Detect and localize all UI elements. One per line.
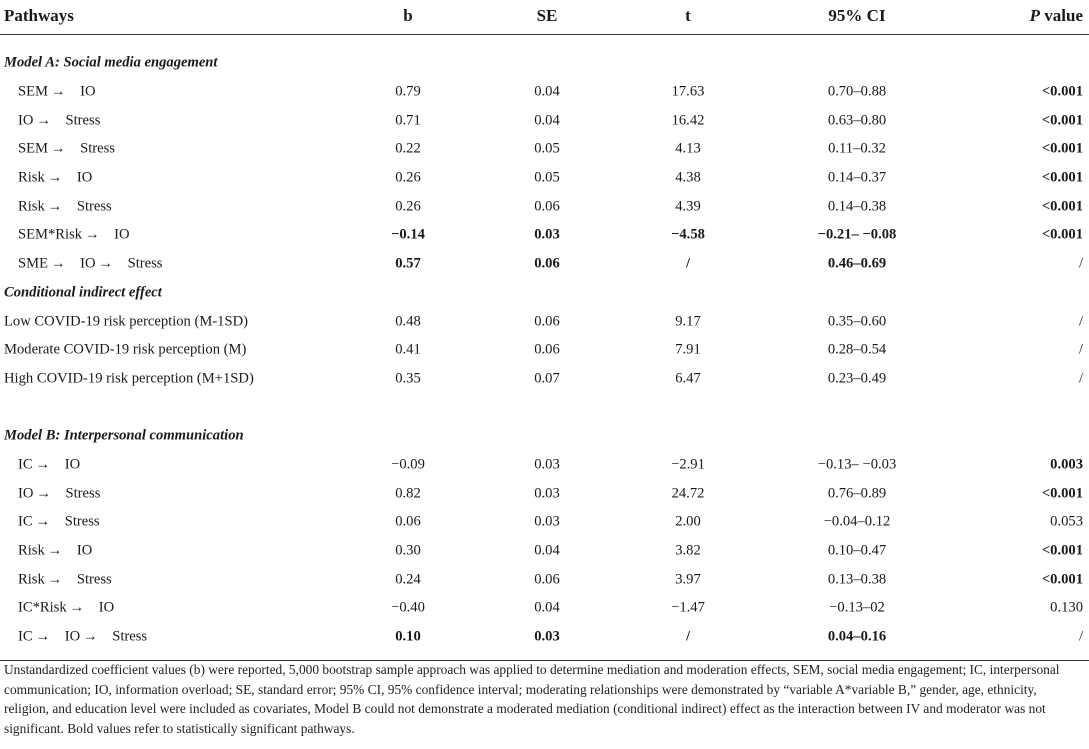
p-value-cell: <0.001 [1041,571,1083,588]
ci-cell: 0.35–0.60 [827,313,887,330]
b-cell: 0.06 [395,513,421,530]
model-a-title: Model A: Social media engagement [4,54,218,71]
se-cell: 0.03 [534,485,560,502]
b-cell: 0.10 [395,628,421,645]
pathway-cell: IC*Risk → IO [18,599,115,616]
model-a-rows [0,78,1089,279]
se-cell: 0.06 [534,313,560,330]
ci-cell: 0.14–0.37 [827,169,887,186]
se-cell: 0.03 [534,628,560,645]
t-cell: 7.91 [675,341,701,358]
table-row [0,594,1089,623]
ci-cell: −0.13–02 [829,599,885,616]
pathway-cell: Risk → Stress [18,198,112,215]
ci-cell: 0.14–0.38 [827,198,887,215]
table-row [0,78,1089,107]
b-cell: −0.09 [391,456,425,473]
header-p-letter: P [1029,6,1041,25]
header-pathways: Pathways [4,6,74,25]
se-cell: 0.06 [534,255,560,272]
ci-cell: 0.76–0.89 [827,485,887,502]
se-cell: 0.05 [534,140,560,157]
table-row [0,135,1089,164]
ci-cell: 0.13–0.38 [827,571,887,588]
pathway-cell: IO → Stress [18,485,101,502]
table-row [0,106,1089,135]
ci-cell: 0.46–0.69 [827,255,887,272]
header-se: SE [536,6,558,25]
b-cell: 0.30 [395,542,421,559]
p-value-cell: <0.001 [1041,485,1083,502]
ci-cell: 0.10–0.47 [827,542,887,559]
table-header [0,0,1089,35]
pathway-cell: SEM → Stress [18,140,115,157]
se-cell: 0.03 [534,226,560,243]
t-cell: 9.17 [675,313,701,330]
p-value-cell: / [1078,255,1083,272]
t-cell: 17.63 [671,83,705,100]
model-b-title-row [0,422,1089,451]
t-cell: 4.39 [675,198,701,215]
p-value-cell: <0.001 [1041,112,1083,129]
p-value-cell: / [1078,313,1083,330]
table-row [0,365,1089,394]
ci-cell: 0.70–0.88 [827,83,887,100]
table-row [0,250,1089,279]
pathway-cell: SEM → IO [18,83,96,100]
spacer [0,35,1089,49]
se-cell: 0.06 [534,571,560,588]
t-cell: 24.72 [671,485,705,502]
conditional-title: Conditional indirect effect [4,284,162,301]
table-row [0,307,1089,336]
se-cell: 0.04 [534,83,560,100]
se-cell: 0.04 [534,112,560,129]
pathway-cell: IC → IO → Stress [18,628,148,645]
t-cell: / [685,628,691,645]
b-cell: 0.24 [395,571,421,588]
conditional-rows [0,307,1089,393]
conditional-title-row [0,279,1089,308]
t-cell: −2.91 [671,456,705,473]
t-cell: −1.47 [671,599,705,616]
b-cell: 0.22 [395,140,421,157]
ci-cell: 0.11–0.32 [828,140,886,157]
table-row [0,221,1089,250]
pathway-cell: SME → IO → Stress [18,255,163,272]
pathway-cell: IO → Stress [18,112,101,129]
t-cell: −4.58 [671,226,705,243]
pathway-cell: High COVID-19 risk perception (M+1SD) [4,370,254,387]
ci-cell: 0.28–0.54 [827,341,887,358]
b-cell: 0.26 [395,169,421,186]
pathway-cell: IC → IO [18,456,81,473]
se-cell: 0.06 [534,341,560,358]
ci-cell: −0.13– −0.03 [817,456,897,473]
pathway-cell: Moderate COVID-19 risk perception (M) [4,341,247,358]
table-row [0,508,1089,537]
se-cell: 0.03 [534,456,560,473]
header-p-rest: value [1040,6,1083,25]
t-cell: 3.82 [675,542,701,559]
b-cell: 0.48 [395,313,421,330]
model-b-rows [0,451,1089,652]
model-b-title: Model B: Interpersonal communication [4,427,244,444]
table-row [0,479,1089,508]
b-cell: −0.14 [391,226,425,243]
table-footnote: Unstandardized coefficient values (b) were reported, 5,000 bootstrap sample approach was applied to determine mediation and moderation effects, SEM, social media engagement; IC, interpersonal communication; IO, information overload; SE, standard error; 95% CI, 95% confidence interval; moderating relationships were demonstrated by “variable A*variable B,” gender, age, ethnicity, religion, and education level were included as covariates, Model B could not demonstrate a moderated mediation (conditional indirect) effect as the interaction between IV and moderator was not significant. Bold values refer to statistically significant pathways. [4,662,1060,736]
header-b: b [403,6,413,25]
model-a-title-row [0,49,1089,78]
p-value-cell: <0.001 [1041,140,1083,157]
se-cell: 0.06 [534,198,560,215]
t-cell: 4.13 [675,140,701,157]
pathway-cell: Risk → IO [18,169,93,186]
table-row [0,451,1089,480]
b-cell: 0.41 [395,341,421,358]
p-value-cell: <0.001 [1041,198,1083,215]
blank-row [0,393,1089,422]
pathway-cell: Risk → Stress [18,571,112,588]
b-cell: 0.82 [395,485,421,502]
t-cell: 3.97 [675,571,701,588]
header-t: t [685,6,691,25]
ci-cell: −0.04–0.12 [823,513,891,530]
b-cell: −0.40 [391,599,425,616]
table-row [0,623,1089,652]
se-cell: 0.07 [534,370,560,387]
se-cell: 0.03 [534,513,560,530]
ci-cell: 0.23–0.49 [827,370,887,387]
table-row [0,164,1089,193]
p-value-cell: / [1078,628,1083,645]
p-value-cell: <0.001 [1041,542,1083,559]
table-row [0,192,1089,221]
p-value-cell: <0.001 [1041,226,1083,243]
ci-cell: 0.63–0.80 [827,112,887,129]
se-cell: 0.04 [534,542,560,559]
b-cell: 0.71 [395,112,421,129]
p-value-cell: <0.001 [1041,169,1083,186]
header-p-value [1030,6,1083,26]
se-cell: 0.04 [534,599,560,616]
p-value-cell: / [1078,341,1083,358]
t-cell: / [685,255,691,272]
b-cell: 0.79 [395,83,421,100]
ci-cell: 0.04–0.16 [827,628,887,645]
t-cell: 4.38 [675,169,701,186]
p-value-cell: <0.001 [1041,83,1083,100]
b-cell: 0.57 [395,255,421,272]
table-row [0,336,1089,365]
b-cell: 0.26 [395,198,421,215]
p-value-cell: 0.130 [1050,599,1083,616]
p-value-cell: 0.053 [1050,513,1083,530]
t-cell: 6.47 [675,370,701,387]
pathway-cell: IC → Stress [18,513,100,530]
se-cell: 0.05 [534,169,560,186]
ci-cell: −0.21– −0.08 [817,226,897,243]
p-value-cell: / [1078,370,1083,387]
pathway-cell: SEM*Risk → IO [18,226,130,243]
pathway-cell: Low COVID-19 risk perception (M-1SD) [4,313,248,330]
b-cell: 0.35 [395,370,421,387]
table-row [0,565,1089,594]
t-cell: 16.42 [671,112,705,129]
table-row [0,537,1089,566]
p-value-cell: 0.003 [1050,456,1083,473]
t-cell: 2.00 [675,513,701,530]
header-ci: 95% CI [828,6,886,25]
pathway-cell: Risk → IO [18,542,93,559]
